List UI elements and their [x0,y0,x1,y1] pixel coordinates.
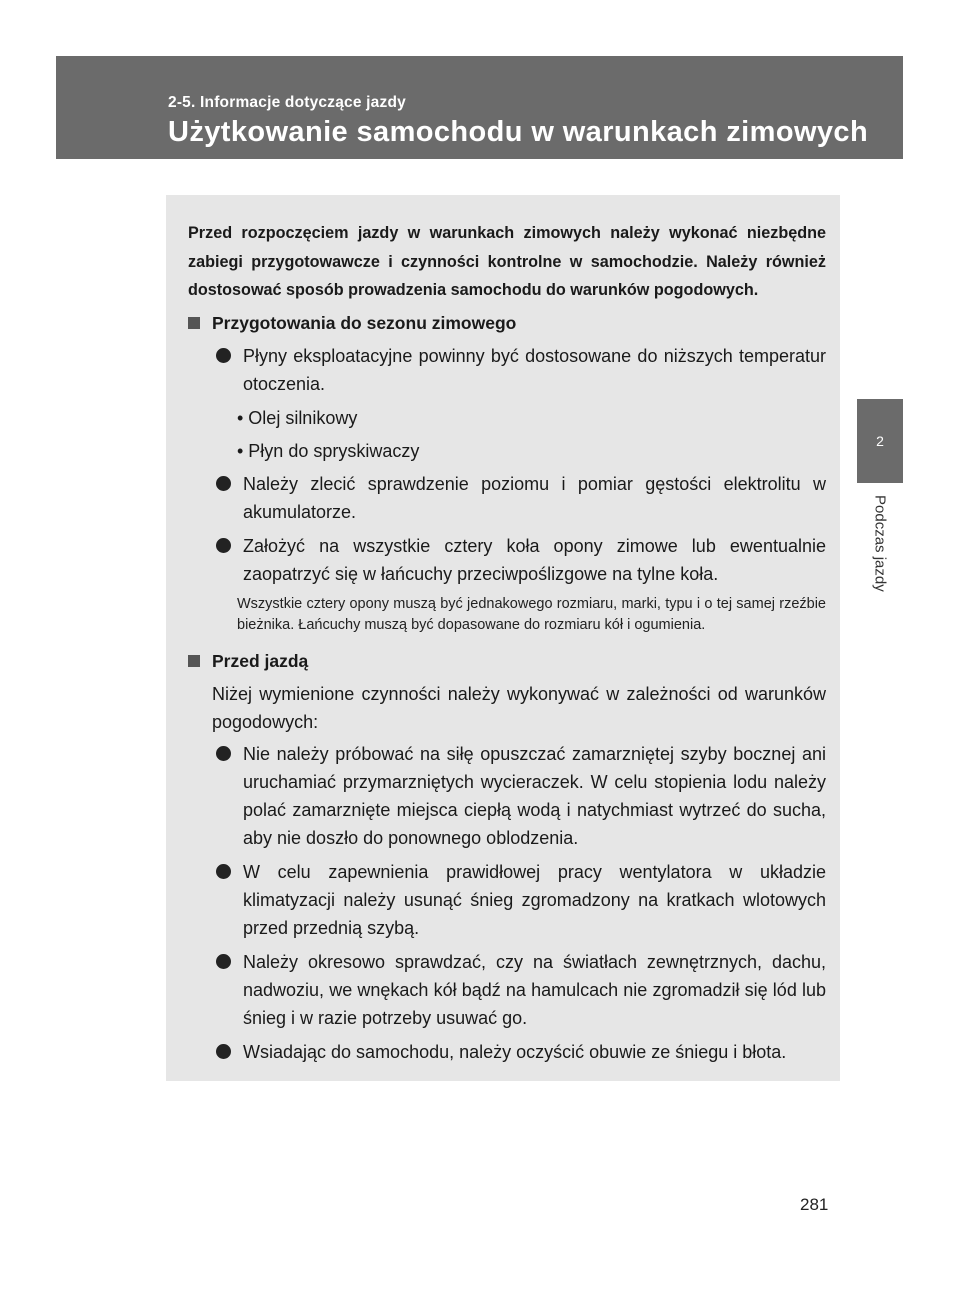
bullet-dot-icon [216,954,231,969]
page-title: Użytkowanie samochodu w warunkach zimowych [168,116,869,148]
section-label: 2-5. Informacje dotyczące jazdy [168,94,406,111]
list-item-text: Nie należy próbować na siłę opuszczać zamarzniętej szyby bocznej ani uruchamiać przymarzniętych wycieraczek. W celu stopienia lodu należy polać zamarznięte miejsca ciepłą wodą i natychmiast wytrzeć do sucha, aby nie doszło do ponownego oblodzenia. [243,743,826,848]
list-item [188,470,826,526]
list-item-text: Należy okresowo sprawdzać, czy na światłach zewnętrznych, dachu, nadwoziu, we wnękach kół bądź na hamulcach nie zgromadził się lód lub śnieg i w razie potrzeby usuwać go. [243,951,826,1028]
list-item-text: Wsiadając do samochodu, należy oczyścić obuwie ze śniegu i błota. [243,1041,787,1062]
list-item [188,858,826,942]
section-heading-winter-prep [188,308,826,338]
list-item [188,1038,826,1066]
section-heading-text: Przed jazdą [212,650,309,671]
bullet-dot-icon [216,746,231,761]
bullet-dot-icon [216,864,231,879]
list-item [188,342,826,398]
bullet-dot-icon [216,476,231,491]
list-item-text: Należy zlecić sprawdzenie poziomu i pomiar gęstości elektrolitu w akumulatorze. [243,473,826,522]
list-item-text: Płyny eksploatacyjne powinny być dostosowane do niższych temperatur otoczenia. [243,345,826,394]
note-text: Wszystkie cztery opony muszą być jednakowego rozmiaru, marki, typu i o tej samej rzeźbie bieżnika. Łańcuchy muszą być dopasowane do rozmiaru kół i ogumienia. [237,595,826,633]
list-item [188,740,826,852]
section-heading-before-driving [188,646,826,676]
list-item-text: Założyć na wszystkie cztery koła opony zimowe lub ewentualnie zaopatrzyć się w łańcuchy przeciwpoślizgowe na tylne koła. [243,535,826,584]
sub-list-item: • Płyn do spryskiwaczy [237,440,420,461]
intro-paragraph: Przed rozpoczęciem jazdy w warunkach zimowych należy wykonać niezbędne zabiegi przygotowawcze i czynności kontrolne w samochodzie. Należy również dostosować sposób prowadzenia samochodu do warunków pogodowych. [188,224,826,299]
content-inner [188,219,826,1072]
bullet-dot-icon [216,1044,231,1059]
bullet-dot-icon [216,348,231,363]
square-bullet-icon [188,317,200,329]
sub-list-item: • Olej silnikowy [237,407,358,428]
bullet-dot-icon [216,538,231,553]
list-item-text: W celu zapewnienia prawidłowej pracy wentylatora w układzie klimatyzacji należy usunąć śnieg zgromadzony na kratkach wlotowych przed przednią szybą. [243,861,826,938]
page-number: 281 [800,1195,829,1214]
chapter-label: Podczas jazdy [871,495,889,592]
section-heading-text: Przygotowania do sezonu zimowego [212,312,517,333]
page-header [56,56,903,159]
list-item [188,532,826,588]
section-paragraph: Niżej wymienione czynności należy wykonywać w zależności od warunków pogodowych: [212,683,826,732]
content-box [166,195,840,1081]
square-bullet-icon [188,655,200,667]
list-item [188,948,826,1032]
chapter-tab: 2 [857,399,903,483]
